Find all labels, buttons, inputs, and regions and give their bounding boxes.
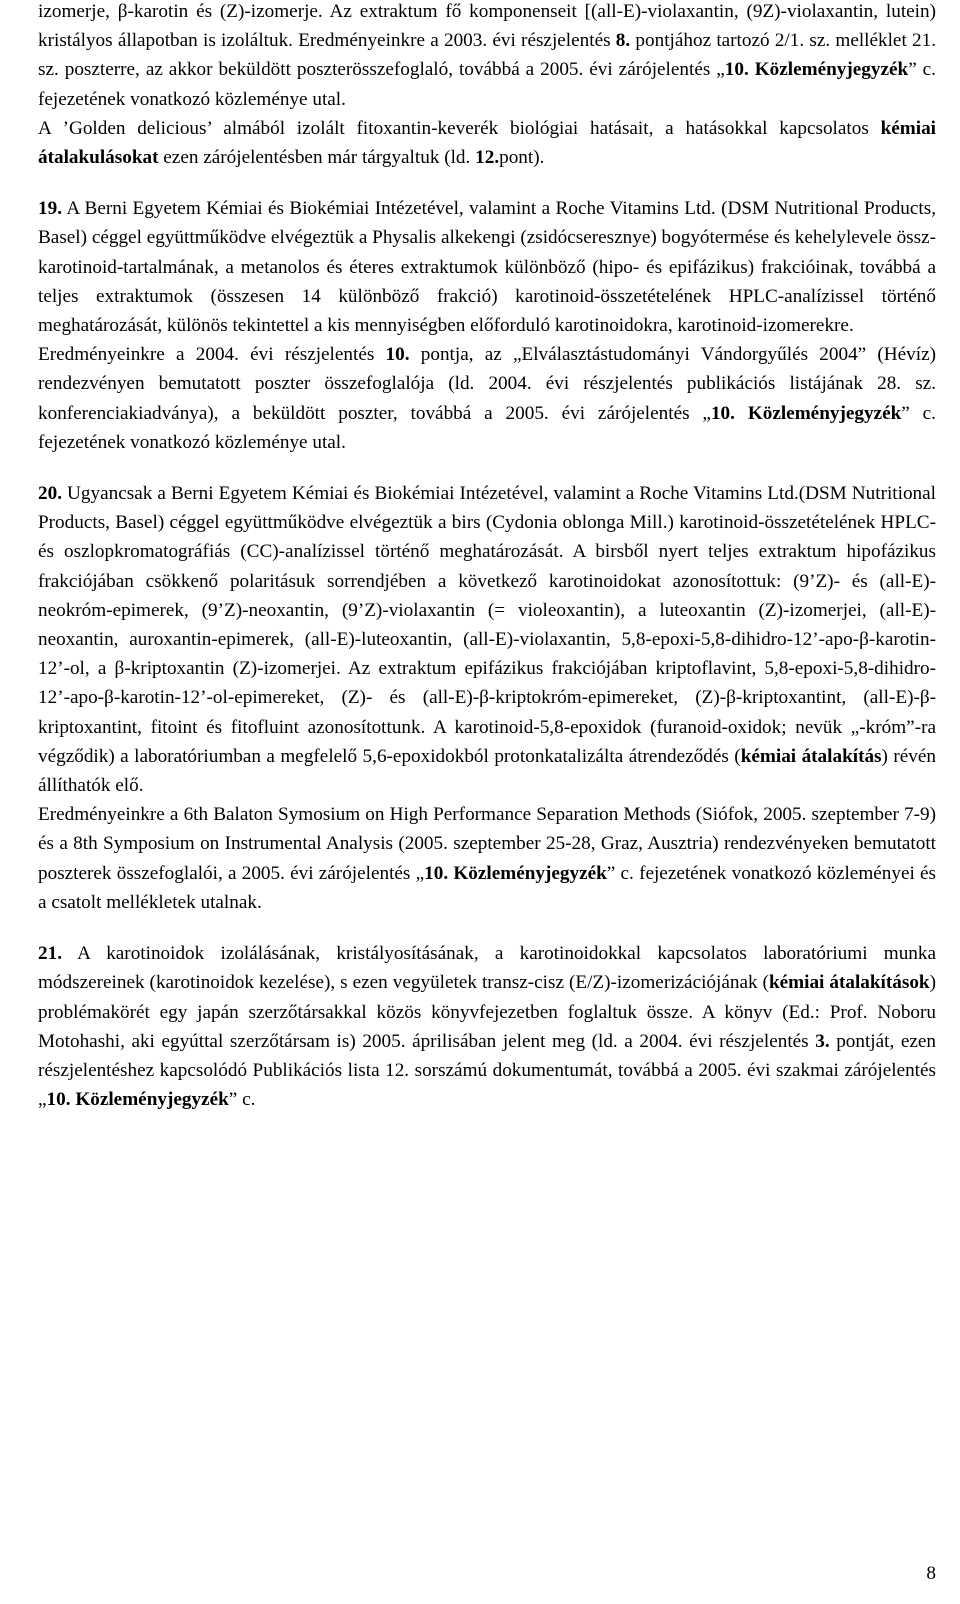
text-run: izomerje, β-karotin és (Z)-izomerje. Az extraktum fő komponenseit [(all-E)-violaxantin, (9Z)-violaxantin, lutein) kristályos állapotban is izoláltuk. Eredményeinkre a 2003. évi részjelentés [38, 1, 936, 52]
bold-ref: 3. [815, 1030, 830, 1052]
bold-term: kémiai átalakítás [740, 745, 882, 767]
text-run: Ugyancsak a Berni Egyetem Kémiai és Biokémiai Intézetével, valamint a Roche Vitamins Ltd.(DSM Nutritional Products, Basel) céggel együttműködve elvégeztük a birs (Cydonia oblonga Mill.) karotinoid-összetételének HPLC- és oszlopkromatográfiás (CC)-analízissel történő meghatározását. A birsből nyert teljes extraktum hipofázikus frakciójában csökkenő polaritásuk sorrendjében a következő karotinoidokat azonosítottuk: (9’Z)- és (all-E)-neokróm-epimerek, (9’Z)-neoxantin, (9’Z)-violaxantin (= violeoxantin), a luteoxantin (Z)-izomerjei, (all-E)-neoxantin, auroxantin-epimerek, (all-E)-luteoxantin, (all-E)-violaxantin, 5,8-epoxi-5,8-dihidro-12’-apo-β-karotin-12’-ol, a β-kriptoxantin (Z)-izomerjei. Az extraktum epifázikus frakciójában kriptoflavint, 5,8-epoxi-5,8-dihidro-12’-apo-β-karotin-12’-ol-epimereket, (Z)- és (all-E)-β-kriptokróm-epimereket, (Z)-β-kriptoxantint, (all-E)-β-kriptoxantint, fitoint és fitofluint azonosítottunk. A karotinoid-5,8-epoxidok (furanoid-oxidok; nevük „-króm”-ra végződik) a laboratóriumban a megfelelő 5,6-epoxidokból protonkatalizálta átrendeződés ( [38, 483, 936, 767]
golden-delicious-paragraph [38, 114, 936, 172]
item-number: 20. [38, 483, 62, 505]
text-run: Eredményeinkre a 2004. évi részjelentés [38, 344, 386, 366]
bold-ref: 10. Közleményjegyzék [424, 862, 607, 884]
bold-ref: 10. Közleményjegyzék [46, 1089, 229, 1111]
item-19-paragraph [38, 194, 936, 340]
bold-ref: 10. [385, 344, 410, 366]
item-19-results-paragraph [38, 340, 936, 457]
text-run: A karotinoidok izolálásának, kristályosításának, a karotinoidokkal kapcsolatos laboratóriumi munka módszereinek (karotinoidok kezelése), s ezen vegyületek transz-cisz (E/Z)-izomerizációjának ( [38, 943, 936, 994]
bold-ref: 8. [615, 30, 631, 52]
page-number: 8 [926, 1563, 936, 1584]
text-run: ezen zárójelentésben már tárgyaltuk (ld. [158, 147, 476, 169]
text-run: pontjához tartozó 2/1. sz. melléklet 21. sz. poszterre, az akkor beküldött poszterösszefoglaló, továbbá a 2005. évi zárójelentés „ [38, 30, 936, 81]
item-21-paragraph [38, 939, 936, 1114]
item-20-paragraph [38, 479, 936, 800]
bold-term: kémiai átalakítások [768, 972, 930, 994]
bold-ref: 10. Közleményjegyzék [724, 59, 909, 81]
text-run: ” c. [228, 1089, 256, 1111]
bold-term: kémiai átalakulásokat [38, 117, 936, 169]
bold-ref: 10. Közleményjegyzék [710, 402, 902, 424]
item-19 [38, 194, 936, 457]
item-21 [38, 939, 936, 1114]
item-number: 19. [38, 198, 62, 220]
item-number: 21. [38, 943, 62, 965]
text-run: ” c. fejezetének vonatkozó közleménye utal. [38, 59, 936, 110]
text-run: pontja, az „Elválasztástudományi Vándorgyűlés 2004” (Hévíz) rendezvényen bemutatott poszter összefoglalója (ld. 2004. évi részjelentés publikációs listájának 28. sz. konferenciakiadványa), a beküldött poszter, továbbá a 2005. évi zárójelentés „ [38, 344, 936, 424]
text-run: ” c. fejezetének vonatkozó közleményei és a csatolt mellékletek utalnak. [38, 862, 936, 913]
item-20 [38, 479, 936, 917]
text-run: ” c. fejezetének vonatkozó közleménye utal. [38, 402, 936, 453]
intro-paragraph [38, 0, 936, 114]
document-page [38, 0, 936, 1114]
text-run: ) problémakörét egy japán szerzőtársakkal közös könyvfejezetben foglaltuk össze. A könyv (Ed.: Prof. Noboru Motohashi, aki egyúttal szerzőtársam is) 2005. áprilisában jelent meg (ld. a 2004. évi részjelentés [38, 972, 936, 1052]
text-run: A Berni Egyetem Kémiai és Biokémiai Intézetével, valamint a Roche Vitamins Ltd. (DSM Nutritional Products, Basel) céggel együttműködve elvégeztük a Physalis alkekengi (zsidócseresznye) bogyótermése és kehelylevele össz-karotinoid-tartalmának, a metanolos és éteres extraktumok különböző (hipo- és epifázikus) frakcióinak, továbbá a teljes extraktumok (összesen 14 különböző frakció) karotinoid-összetételének HPLC-analízissel történő meghatározását, különös tekintettel a kis mennyiségben előforduló karotinoidokra, karotinoid-izomerekre. [38, 198, 936, 337]
text-run: pont). [499, 147, 545, 169]
text-run: A ’Golden delicious’ almából izolált fitoxantin-keverék biológiai hatásait, a hatásokkal kapcsolatos [38, 117, 881, 139]
text-run: Eredményeinkre a 6th Balaton Symosium on High Performance Separation Methods (Siófok, 2005. szeptember 7-9) és a 8th Symposium on Instrumental Analysis (2005. szeptember 25-28, Graz, Ausztria) rendezvényeken bemutatott poszterek összefoglalói, a 2005. évi zárójelentés „ [38, 804, 936, 884]
bold-ref: 12. [475, 147, 500, 169]
text-run: pontját, ezen részjelentéshez kapcsolódó Publikációs lista 12. sorszámú dokumentumát, továbbá a 2005. évi szakmai zárójelentés „ [38, 1030, 937, 1111]
text-run: ) révén állíthatók elő. [38, 745, 936, 797]
item-20-results-paragraph [38, 800, 936, 917]
